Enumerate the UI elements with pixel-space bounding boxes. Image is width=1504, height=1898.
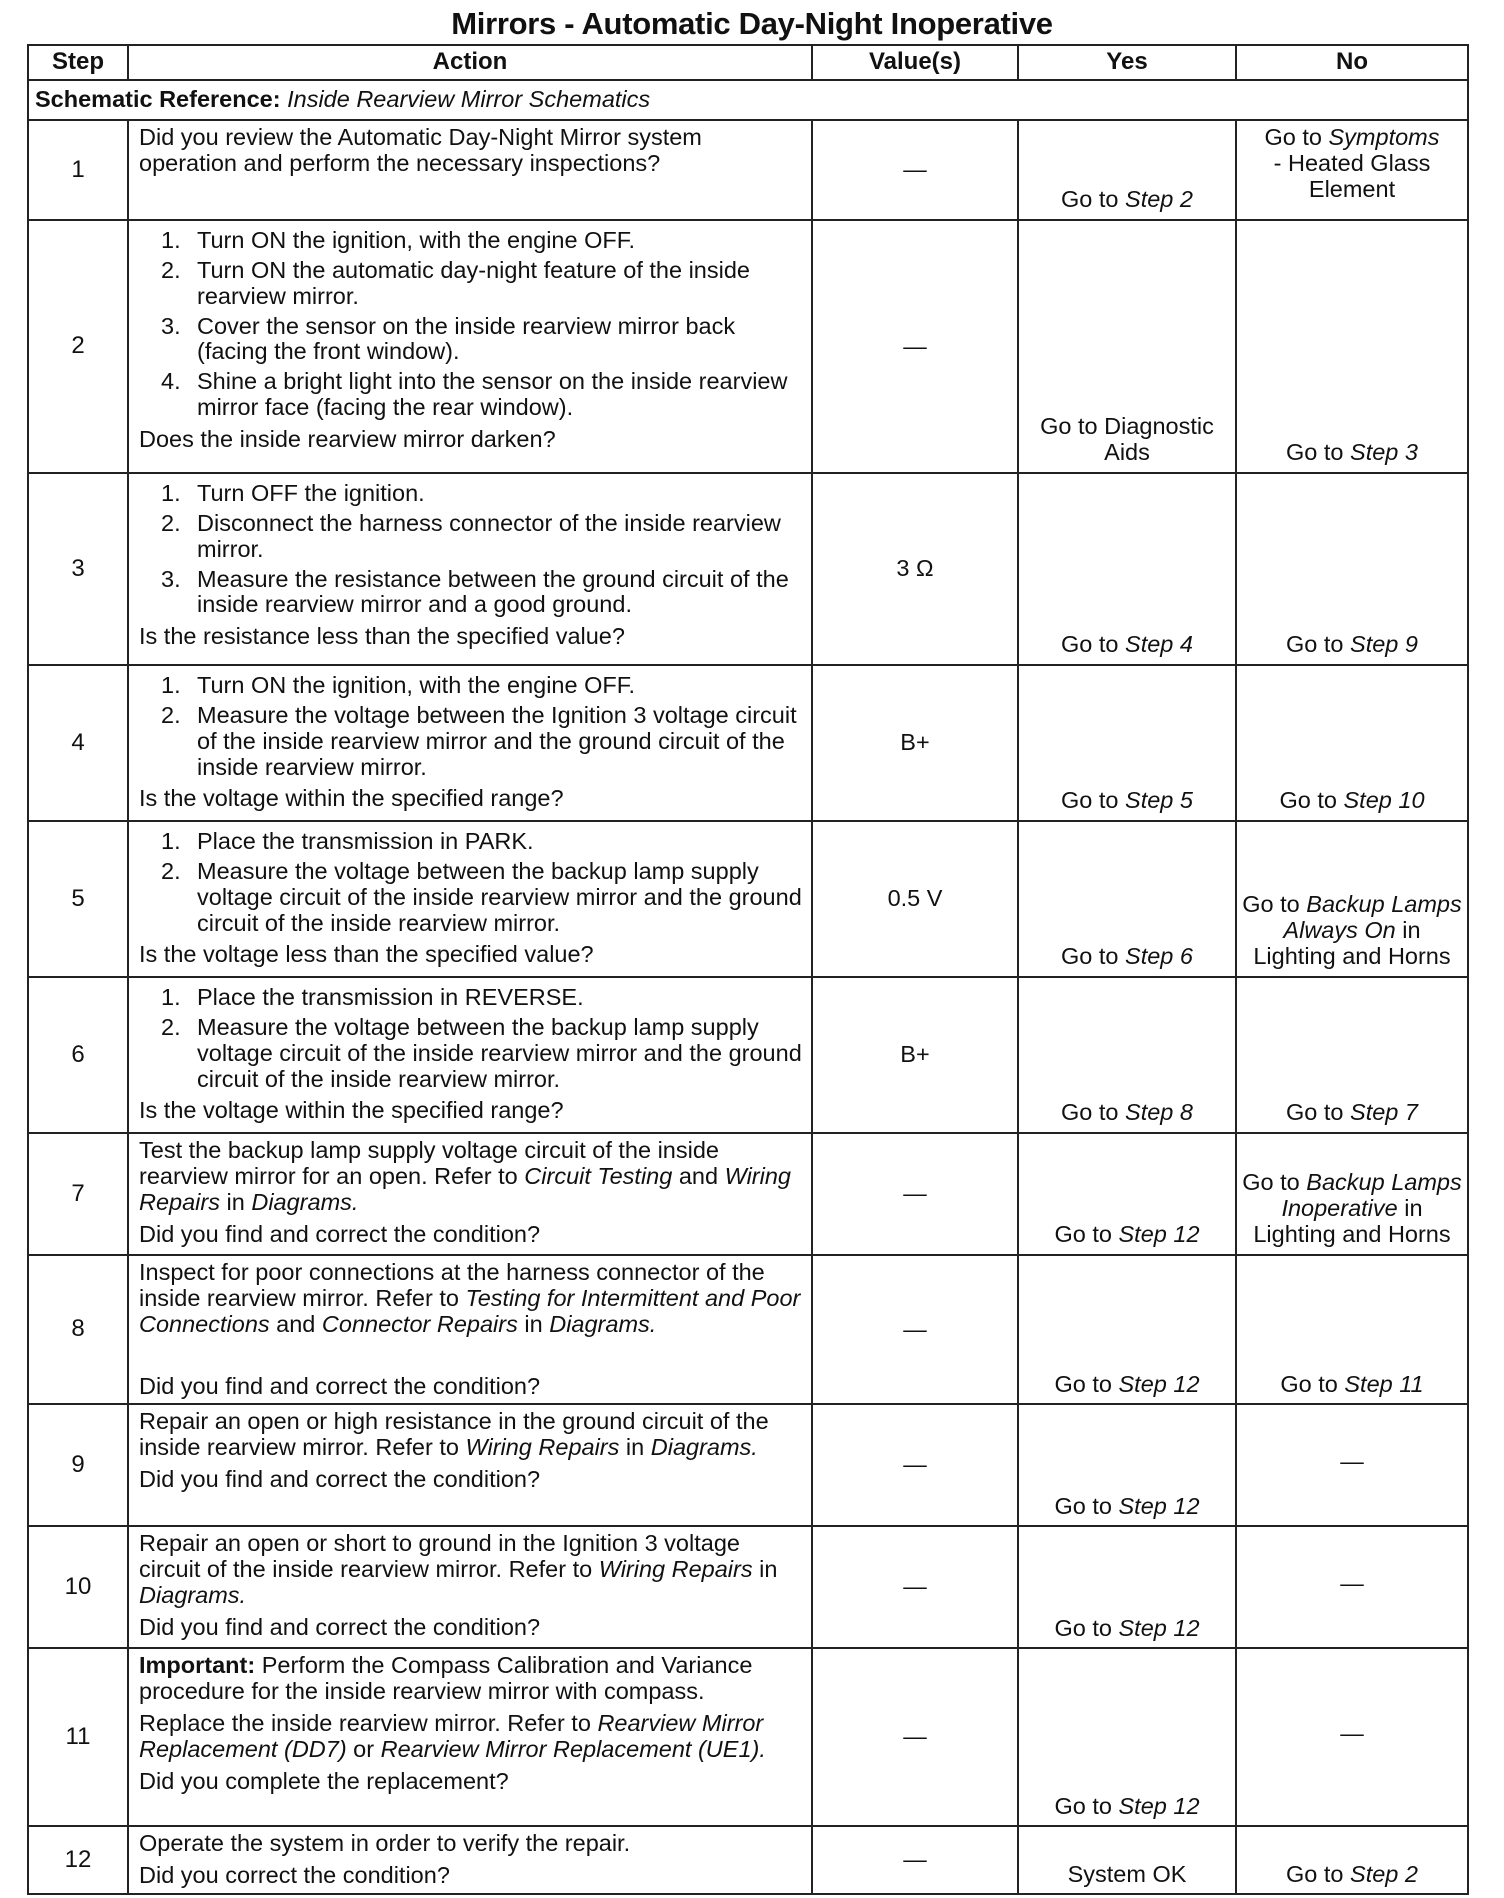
yes-cell: Go to Step 4	[1018, 473, 1236, 665]
wiring-repairs-link[interactable]: Wiring Repairs	[465, 1434, 620, 1461]
action-question: Is the voltage within the specified range?	[139, 1097, 564, 1124]
no-cell: —	[1236, 1526, 1468, 1648]
circuit-testing-link[interactable]: Circuit Testing	[524, 1162, 673, 1189]
yes-cell: Go to Step 12	[1018, 1404, 1236, 1526]
action-cell	[128, 120, 812, 220]
action-cell	[128, 1255, 812, 1404]
step-link[interactable]: Step 4	[1125, 631, 1193, 658]
backup-lamps-inoperative-link[interactable]: Backup Lamps Inoperative	[1281, 1169, 1462, 1222]
value-cell: —	[812, 220, 1018, 473]
step-link[interactable]: Step 12	[1118, 1221, 1200, 1248]
step-link[interactable]: Step 7	[1350, 1099, 1418, 1126]
backup-lamps-always-on-link[interactable]: Backup Lamps Always On	[1283, 891, 1462, 944]
action-question: Is the resistance less than the specified value?	[139, 623, 625, 650]
action-question: Did you correct the condition?	[139, 1862, 450, 1889]
important-note: Important: Perform the Compass Calibration and Variance procedure for the inside rearview mirror with compass.	[139, 1652, 753, 1705]
value-cell: —	[812, 1404, 1018, 1526]
no-cell: Go to Backup Lamps Always On in Lighting and Horns	[1236, 821, 1468, 977]
step-link[interactable]: Step 3	[1350, 439, 1418, 466]
table-row	[28, 665, 1468, 821]
diagrams-link[interactable]: Diagrams.	[650, 1434, 758, 1461]
action-cell	[128, 1404, 812, 1526]
schematic-reference-row	[28, 80, 1468, 120]
header-action: Action	[128, 45, 812, 80]
action-cell	[128, 473, 812, 665]
schematic-reference	[28, 80, 1468, 120]
yes-cell: Go to Step 2	[1018, 120, 1236, 220]
list-item: 1. Turn OFF the ignition.	[161, 480, 425, 506]
action-question: Did you complete the replacement?	[139, 1767, 509, 1794]
table-row	[28, 977, 1468, 1133]
list-item: 1. Place the transmission in REVERSE.	[161, 984, 584, 1010]
list-item: 3. Measure the resistance between the ground circuit of the inside rearview mirror and a good ground.	[161, 565, 789, 618]
list-item: 2. Turn ON the automatic day-night feature of the inside rearview mirror.	[161, 256, 750, 309]
action-question: Did you find and correct the condition?	[139, 1466, 541, 1493]
yes-cell: Go to Step 12	[1018, 1255, 1236, 1404]
value-cell: 3 Ω	[812, 473, 1018, 665]
value-cell: —	[812, 1826, 1018, 1894]
action-text: Operate the system in order to verify the repair.	[139, 1830, 631, 1857]
step-link[interactable]: Step 6	[1125, 943, 1193, 970]
list-item: 1. Turn ON the ignition, with the engine OFF.	[161, 227, 636, 253]
header-yes: Yes	[1018, 45, 1236, 80]
wiring-repairs-link[interactable]: Wiring Repairs	[598, 1556, 753, 1583]
table-row	[28, 220, 1468, 473]
list-item: 2. Measure the voltage between the Ignition 3 voltage circuit of the inside rearview mirror and the ground circuit of the inside rearview mirror.	[161, 701, 797, 780]
action-text: Replace the inside rearview mirror. Refer to Rearview Mirror Replacement (DD7) or Rearview Mirror Replacement (UE1).	[139, 1710, 766, 1762]
step-number: 7	[28, 1133, 128, 1255]
no-cell: Go to Step 11	[1236, 1255, 1468, 1404]
connector-repairs-link[interactable]: Connector Repairs	[321, 1310, 518, 1337]
list-item: 4. Shine a bright light into the sensor on the inside rearview mirror face (facing the rear window).	[161, 368, 788, 421]
step-number: 4	[28, 665, 128, 821]
table-row	[28, 1255, 1468, 1404]
step-number: 9	[28, 1404, 128, 1526]
action-cell	[128, 665, 812, 821]
schematic-label: Schematic Reference:	[35, 86, 281, 113]
step-link[interactable]: Step 8	[1125, 1099, 1193, 1126]
step-link[interactable]: Step 5	[1125, 787, 1193, 814]
mirror-replacement-ue1-link[interactable]: Rearview Mirror Replacement (UE1).	[380, 1735, 766, 1762]
list-item: 2. Disconnect the harness connector of the inside rearview mirror.	[161, 509, 781, 562]
diagrams-link[interactable]: Diagrams.	[139, 1582, 247, 1609]
action-text: Inspect for poor connections at the harness connector of the inside rearview mirror. Refer to Testing for Intermittent and Poor Connections and Connector Repairs in Diagrams.	[139, 1259, 801, 1337]
action-question: Did you review the Automatic Day-Night Mirror system operation and perform the necessary inspections?	[139, 124, 702, 176]
no-cell: Go to Step 9	[1236, 473, 1468, 665]
action-cell	[128, 1826, 812, 1894]
step-link[interactable]: Step 12	[1118, 1614, 1200, 1641]
no-cell: Go to Step 3	[1236, 220, 1468, 473]
action-cell	[128, 220, 812, 473]
table-row	[28, 120, 1468, 220]
step-link[interactable]: Step 12	[1118, 1792, 1200, 1819]
step-number: 11	[28, 1648, 128, 1826]
list-item: 3. Cover the sensor on the inside rearview mirror back (facing the front window).	[161, 312, 736, 365]
no-cell: —	[1236, 1404, 1468, 1526]
step-link[interactable]: Step 2	[1125, 186, 1193, 213]
diagrams-link[interactable]: Diagrams.	[549, 1310, 657, 1337]
value-cell: —	[812, 1648, 1018, 1826]
action-question: Did you find and correct the condition?	[139, 1220, 541, 1247]
no-cell: Go to Step 10	[1236, 665, 1468, 821]
table-row	[28, 821, 1468, 977]
no-cell: —	[1236, 1648, 1468, 1826]
header-row	[28, 45, 1468, 80]
step-number: 1	[28, 120, 128, 220]
step-link[interactable]: Step 12	[1118, 1492, 1200, 1519]
action-text: Repair an open or short to ground in the Ignition 3 voltage circuit of the inside rearview mirror. Refer to Wiring Repairs in Diagrams.	[139, 1530, 778, 1609]
step-link[interactable]: Step 11	[1344, 1370, 1424, 1397]
yes-cell: Go to Step 6	[1018, 821, 1236, 977]
testing-intermittent-link[interactable]: Testing for Intermittent and Poor Connections	[139, 1284, 801, 1337]
value-cell: B+	[812, 665, 1018, 821]
yes-cell: Go to Step 8	[1018, 977, 1236, 1133]
symptoms-link[interactable]: Symptoms	[1328, 124, 1440, 150]
table-row	[28, 1133, 1468, 1255]
header-step: Step	[28, 45, 128, 80]
action-question: Does the inside rearview mirror darken?	[139, 425, 556, 452]
step-link[interactable]: Step 9	[1350, 631, 1418, 658]
yes-cell: System OK	[1018, 1826, 1236, 1894]
no-cell: Go to Backup Lamps Inoperative in Lighting and Horns	[1236, 1133, 1468, 1255]
no-cell: Go to Step 2	[1236, 1826, 1468, 1894]
action-cell	[128, 1648, 812, 1826]
value-cell: —	[812, 1133, 1018, 1255]
page-title: Mirrors - Automatic Day-Night Inoperative	[451, 6, 1053, 41]
step-link[interactable]: Step 2	[1350, 1860, 1418, 1887]
action-question: Is the voltage less than the specified value?	[139, 941, 594, 968]
mirror-replacement-dd7-link[interactable]: Rearview Mirror Replacement (DD7)	[139, 1710, 764, 1762]
list-item: 2. Measure the voltage between the backup lamp supply voltage circuit of the inside rearview mirror and the ground circuit of the inside rearview mirror.	[161, 857, 802, 936]
action-cell	[128, 1526, 812, 1648]
header-no: No	[1236, 45, 1468, 80]
yes-cell: Go to Step 12	[1018, 1133, 1236, 1255]
schematic-link[interactable]: Inside Rearview Mirror Schematics	[287, 86, 651, 113]
step-number: 6	[28, 977, 128, 1133]
table-row	[28, 1648, 1468, 1826]
value-cell: 0.5 V	[812, 821, 1018, 977]
table-row	[28, 1526, 1468, 1648]
action-question: Is the voltage within the specified range?	[139, 785, 564, 812]
step-number: 8	[28, 1255, 128, 1404]
action-cell	[128, 1133, 812, 1255]
value-cell: —	[812, 120, 1018, 220]
table-row	[28, 473, 1468, 665]
yes-cell: Go to Step 5	[1018, 665, 1236, 821]
step-number: 10	[28, 1526, 128, 1648]
yes-cell	[1018, 220, 1236, 473]
list-item: 2. Measure the voltage between the backup lamp supply voltage circuit of the inside rearview mirror and the ground circuit of the inside rearview mirror.	[161, 1013, 802, 1092]
list-item: 1. Place the transmission in PARK.	[161, 828, 534, 854]
list-item: 1. Turn ON the ignition, with the engine OFF.	[161, 672, 636, 698]
table-row	[28, 1826, 1468, 1894]
action-question: Did you find and correct the condition?	[139, 1372, 541, 1399]
step-number: 2	[28, 220, 128, 473]
step-number: 5	[28, 821, 128, 977]
step-link[interactable]: Step 10	[1343, 787, 1425, 814]
value-cell: —	[812, 1526, 1018, 1648]
no-cell: Go to Symptoms - Heated Glass Element	[1236, 120, 1468, 220]
yes-cell: Go to Step 12	[1018, 1526, 1236, 1648]
action-question: Did you find and correct the condition?	[139, 1613, 541, 1640]
diagrams-link[interactable]: Diagrams.	[251, 1188, 359, 1215]
no-cell: Go to Step 7	[1236, 977, 1468, 1133]
header-values: Value(s)	[812, 45, 1018, 80]
action-cell	[128, 977, 812, 1133]
diagnostic-table	[27, 44, 1469, 1895]
step-number: 12	[28, 1826, 128, 1894]
step-number: 3	[28, 473, 128, 665]
value-cell: B+	[812, 977, 1018, 1133]
action-cell	[128, 821, 812, 977]
value-cell: —	[812, 1255, 1018, 1404]
wiring-repairs-link[interactable]: Wiring Repairs	[139, 1162, 791, 1215]
action-text: Test the backup lamp supply voltage circuit of the inside rearview mirror for an open. Refer to Circuit Testing and Wiring Repairs in Diagrams.	[139, 1137, 791, 1215]
step-link[interactable]: Step 12	[1118, 1370, 1200, 1397]
diagnostic-aids-link[interactable]: Go to Diagnostic Aids	[1040, 413, 1214, 466]
table-row	[28, 1404, 1468, 1526]
yes-cell: Go to Step 12	[1018, 1648, 1236, 1826]
action-text: Repair an open or high resistance in the ground circuit of the inside rearview mirror. Refer to Wiring Repairs in Diagrams.	[139, 1408, 769, 1461]
